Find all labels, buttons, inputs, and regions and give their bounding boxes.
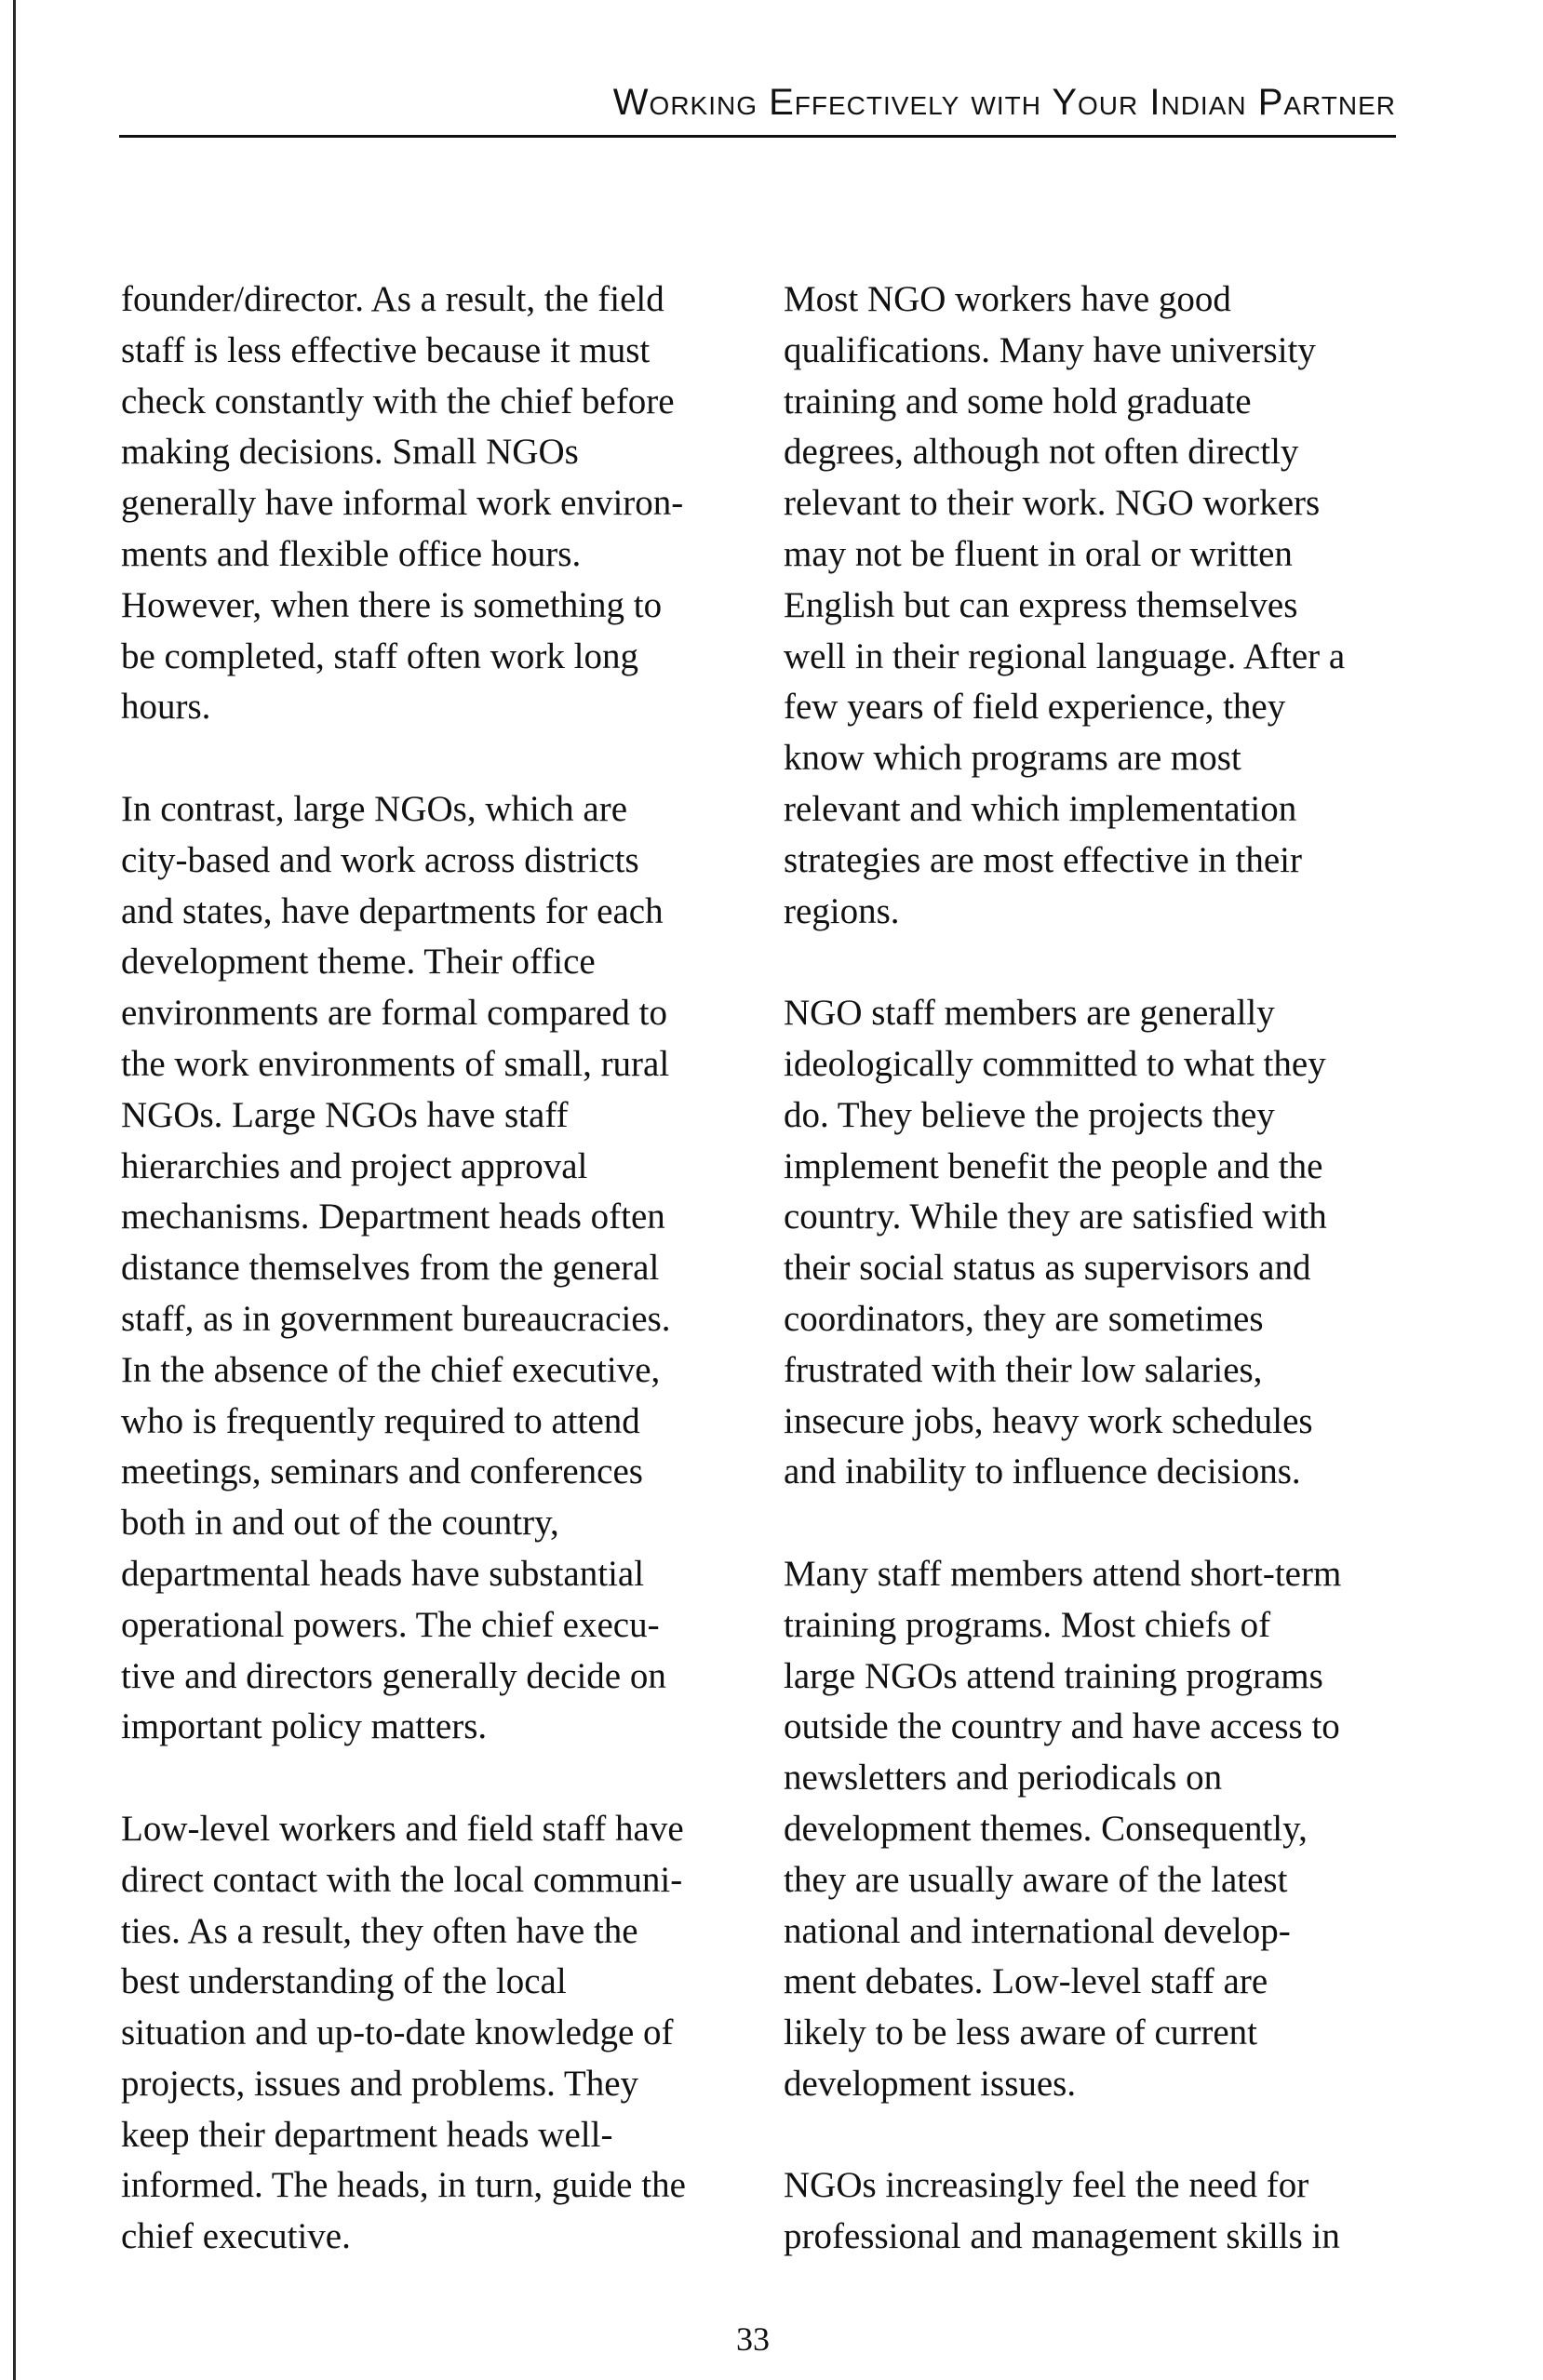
- paragraph: [784, 988, 1426, 1498]
- text-line: know which programs are most: [784, 738, 1241, 779]
- text-line: NGOs increasingly feel the need for: [784, 2165, 1309, 2206]
- text-line: implement benefit the people and the: [784, 1145, 1323, 1186]
- paragraph: [784, 2160, 1426, 2263]
- text-line: ments and flexible office hours.: [121, 533, 582, 574]
- text-line: staff, as in government bureaucracies.: [121, 1298, 671, 1339]
- text-line: relevant to their work. NGO workers: [784, 483, 1321, 524]
- text-line: Most NGO workers have good: [784, 279, 1231, 319]
- text-line: hours.: [121, 687, 211, 728]
- text-line: keep their department heads well-: [121, 2114, 613, 2155]
- text-line: coordinators, they are sometimes: [784, 1298, 1264, 1339]
- page-left-edge: [13, 0, 16, 2380]
- text-line: frustrated with their low salaries,: [784, 1349, 1263, 1390]
- text-line: generally have informal work environ-: [121, 483, 684, 524]
- text-line: tive and directors generally decide on: [121, 1655, 666, 1696]
- text-line: mechanisms. Department heads often: [121, 1197, 665, 1237]
- text-line: strategies are most effective in their: [784, 839, 1302, 880]
- text-line: ties. As a result, they often have the: [121, 1910, 638, 1951]
- text-line: operational powers. The chief execu-: [121, 1604, 660, 1645]
- text-line: Many staff members attend short-term: [784, 1553, 1342, 1594]
- text-line: Low-level workers and field staff have: [121, 1808, 684, 1849]
- text-line: staff is less effective because it must: [121, 329, 651, 370]
- text-line: the work environments of small, rural: [121, 1043, 670, 1084]
- text-line: national and international develop-: [784, 1910, 1291, 1951]
- text-line: founder/director. As a result, the field: [121, 279, 664, 319]
- text-line: training programs. Most chiefs of: [784, 1604, 1271, 1645]
- text-line: important policy matters.: [121, 1706, 488, 1747]
- text-line: they are usually aware of the latest: [784, 1859, 1288, 1900]
- text-line: degrees, although not often directly: [784, 432, 1299, 473]
- paragraph: [121, 274, 754, 733]
- paragraph: [784, 274, 1426, 937]
- text-line: In the absence of the chief executive,: [121, 1349, 661, 1390]
- text-line: likely to be less aware of current: [784, 2012, 1257, 2053]
- text-line: chief executive.: [121, 2216, 351, 2257]
- text-line: outside the country and have access to: [784, 1706, 1340, 1747]
- text-line: English but can express themselves: [784, 584, 1298, 625]
- text-line: do. They believe the projects they: [784, 1094, 1275, 1135]
- text-line: development issues.: [784, 2063, 1077, 2104]
- text-line: newsletters and periodicals on: [784, 1758, 1223, 1798]
- text-line: their social status as supervisors and: [784, 1248, 1311, 1289]
- text-line: few years of field experience, they: [784, 687, 1286, 728]
- text-line: development themes. Consequently,: [784, 1808, 1308, 1849]
- text-line: making decisions. Small NGOs: [121, 432, 579, 473]
- text-line: NGOs. Large NGOs have staff: [121, 1094, 569, 1135]
- text-line: relevant and which implementation: [784, 788, 1297, 829]
- text-line: country. While they are satisfied with: [784, 1197, 1327, 1237]
- text-line: insecure jobs, heavy work schedules: [784, 1400, 1313, 1441]
- running-header: Working Effectively with Your Indian Partner: [612, 82, 1396, 123]
- text-line: qualifications. Many have university: [784, 329, 1316, 370]
- header-rule: [119, 135, 1396, 138]
- text-line: distance themselves from the general: [121, 1248, 660, 1289]
- text-line: well in their regional language. After a: [784, 635, 1346, 676]
- right-column: [784, 274, 1426, 2314]
- text-line: projects, issues and problems. They: [121, 2063, 639, 2104]
- text-line: check constantly with the chief before: [121, 381, 675, 421]
- left-column: [121, 274, 754, 2314]
- text-line: and states, have departments for each: [121, 890, 664, 931]
- text-line: ment debates. Low-level staff are: [784, 1961, 1268, 2002]
- page-number: 33: [736, 2320, 770, 2358]
- text-line: and inability to influence decisions.: [784, 1451, 1301, 1492]
- paragraph: [784, 1549, 1426, 2110]
- text-line: large NGOs attend training programs: [784, 1655, 1323, 1696]
- text-line: best understanding of the local: [121, 1961, 567, 2002]
- paragraph: [121, 1804, 754, 2263]
- text-line: professional and management skills in: [784, 2216, 1340, 2257]
- text-line: environments are formal compared to: [121, 993, 667, 1034]
- text-line: direct contact with the local communi-: [121, 1859, 683, 1900]
- text-line: be completed, staff often work long: [121, 635, 638, 676]
- text-line: In contrast, large NGOs, which are: [121, 788, 628, 829]
- text-line: NGO staff members are generally: [784, 993, 1275, 1034]
- text-line: both in and out of the country,: [121, 1503, 559, 1544]
- paragraph: [121, 784, 754, 1753]
- text-line: training and some hold graduate: [784, 381, 1252, 421]
- text-line: who is frequently required to attend: [121, 1400, 640, 1441]
- text-line: informed. The heads, in turn, guide the: [121, 2165, 686, 2206]
- text-line: ideologically committed to what they: [784, 1043, 1326, 1084]
- text-line: may not be fluent in oral or written: [784, 533, 1293, 574]
- text-line: meetings, seminars and conferences: [121, 1451, 643, 1492]
- text-line: regions.: [784, 890, 900, 931]
- text-line: situation and up-to-date knowledge of: [121, 2012, 674, 2053]
- text-line: departmental heads have substantial: [121, 1553, 645, 1594]
- text-line: However, when there is something to: [121, 584, 663, 625]
- text-line: city-based and work across districts: [121, 839, 639, 880]
- text-line: hierarchies and project approval: [121, 1145, 588, 1186]
- text-line: development theme. Their office: [121, 942, 596, 983]
